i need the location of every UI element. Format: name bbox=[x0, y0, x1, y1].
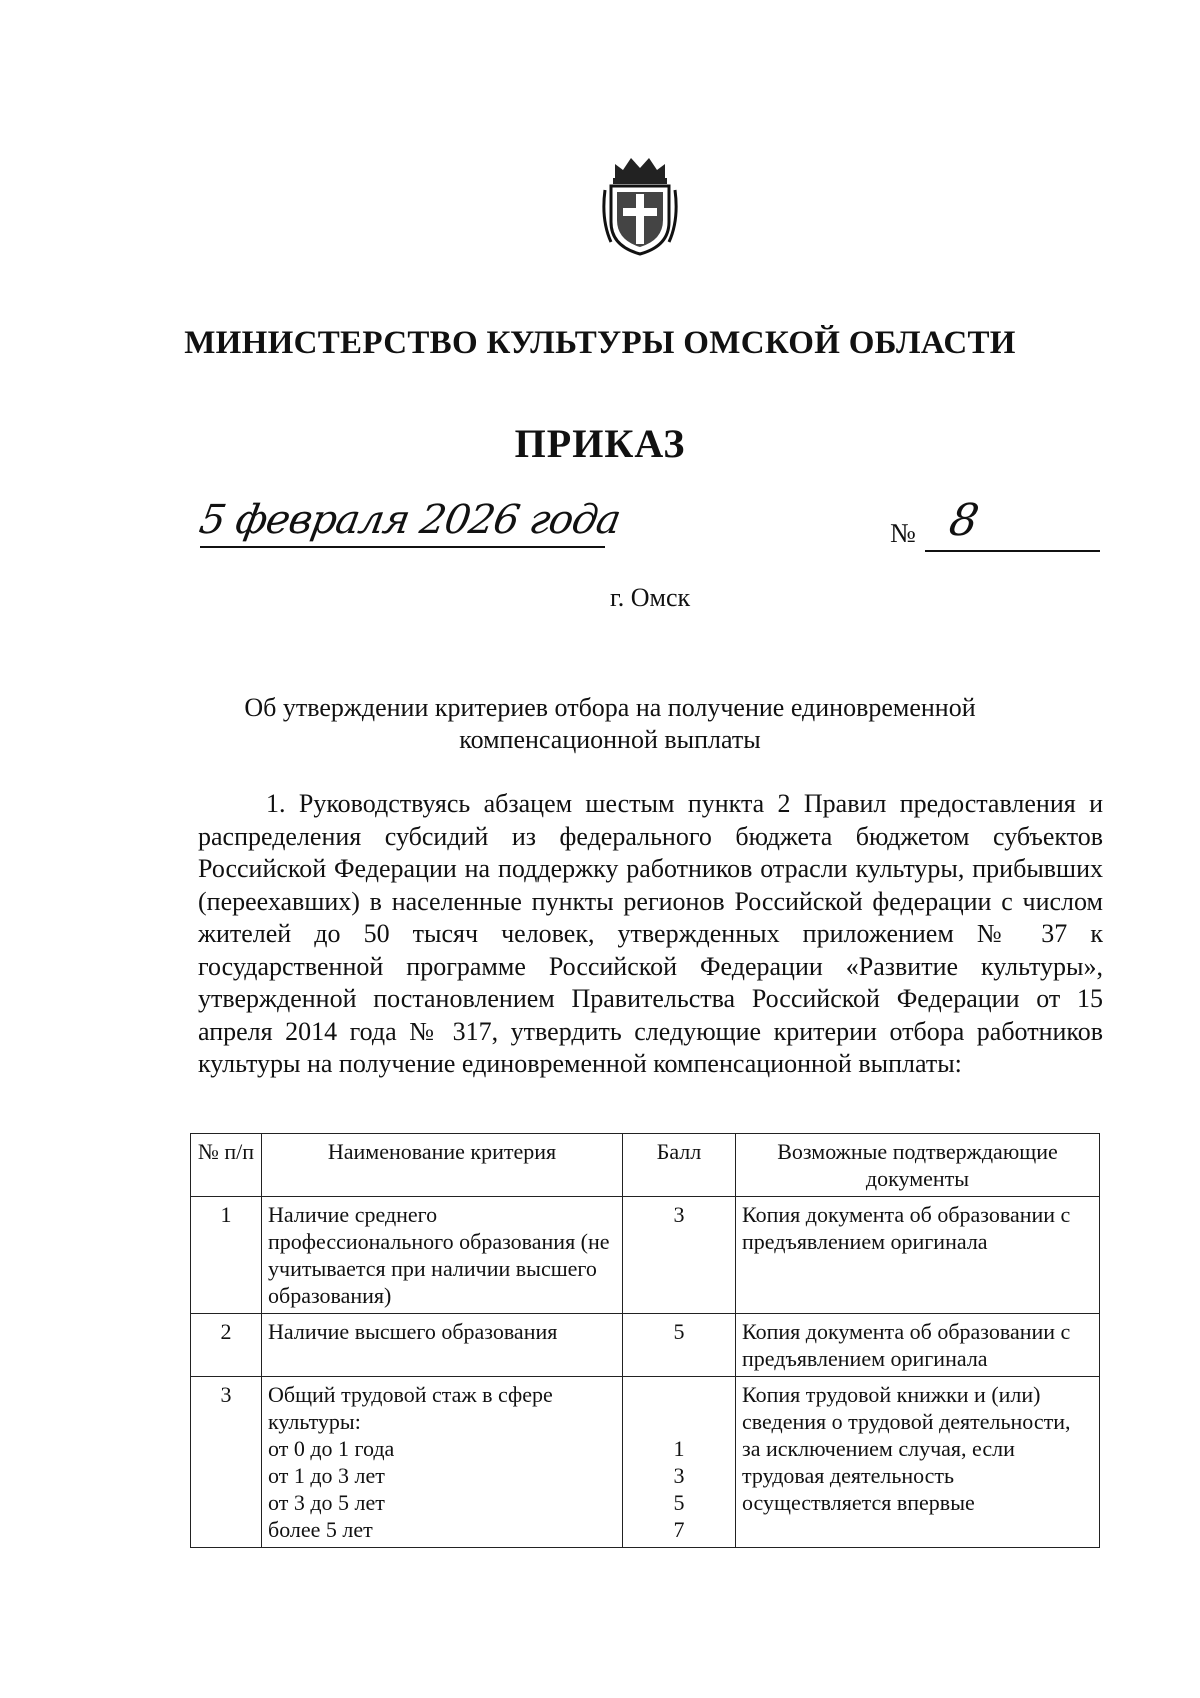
row-name: Наличие среднего профессионального образования (не учитывается при наличии высшего образования) bbox=[262, 1197, 623, 1314]
handwritten-number: 8 bbox=[945, 495, 983, 546]
row-name bbox=[262, 1377, 623, 1548]
table-header-row bbox=[191, 1134, 1100, 1197]
city: г. Омск bbox=[610, 583, 691, 612]
handwritten-date: 5 февраля 2026 года bbox=[195, 497, 624, 543]
header-docs: Возможные подтверждающие документы bbox=[736, 1134, 1100, 1197]
header-name: Наименование критерия bbox=[262, 1134, 623, 1197]
experience-range: от 0 до 1 года bbox=[268, 1436, 395, 1461]
experience-score: 7 bbox=[673, 1517, 685, 1542]
experience-score: 1 bbox=[673, 1436, 685, 1461]
row-docs: Копия документа об образовании с предъявлением оригинала bbox=[736, 1197, 1100, 1314]
row-docs: Копия трудовой книжки и (или) сведения о трудовой деятельности, за исключением случая, если трудовая деятельность осуществляется впервые bbox=[736, 1377, 1100, 1548]
date-underline bbox=[200, 546, 605, 548]
header-score: Балл bbox=[623, 1134, 736, 1197]
experience-score: 5 bbox=[673, 1490, 685, 1515]
order-title: ПРИКАЗ bbox=[514, 421, 686, 466]
row-num: 2 bbox=[191, 1314, 262, 1377]
row-name-main: Общий трудовой стаж в сфере культуры: bbox=[268, 1382, 553, 1434]
row-score: 5 bbox=[623, 1314, 736, 1377]
row-score: 3 bbox=[623, 1197, 736, 1314]
row-num: 3 bbox=[191, 1377, 262, 1548]
experience-range: от 3 до 5 лет bbox=[268, 1490, 385, 1515]
table-row bbox=[191, 1314, 1100, 1377]
order-subject bbox=[180, 692, 1040, 756]
number-underline bbox=[925, 550, 1100, 552]
header-num: № п/п bbox=[191, 1134, 262, 1197]
ministry-name: МИНИСТЕРСТВО КУЛЬТУРЫ ОМСКОЙ ОБЛАСТИ bbox=[184, 325, 1016, 361]
experience-score: 3 bbox=[673, 1463, 685, 1488]
table-row bbox=[191, 1197, 1100, 1314]
number-label: № bbox=[890, 518, 916, 548]
subject-line-1: Об утверждении критериев отбора на получение единовременной bbox=[244, 693, 976, 722]
subject-line-2: компенсационной выплаты bbox=[459, 725, 761, 754]
row-name: Наличие высшего образования bbox=[262, 1314, 623, 1377]
row-score bbox=[623, 1377, 736, 1548]
table-row bbox=[191, 1377, 1100, 1548]
row-docs: Копия документа об образовании с предъявлением оригинала bbox=[736, 1314, 1100, 1377]
omsk-coat-of-arms-icon bbox=[601, 150, 679, 258]
body-paragraph-1: 1. Руководствуясь абзацем шестым пункта 2 Правил предоставления и распределения субсидий из федерального бюджета бюджетом субъектов Российской Федерации на поддержку работников отрасли культуры, прибывших (переехавших) в населенные пункты регионов Российской федерации с числом жителей до 50 тысяч человек, утвержденных приложением № 37 к государственной программе Российской Федерации «Развитие культуры», утвержденной постановлением Правительства Российской Федерации от 15 апреля 2014 года № 317, утвердить следующие критерии отбора работников культуры на получение единовременной компенсационной выплаты: bbox=[198, 789, 1103, 1078]
experience-range: более 5 лет bbox=[268, 1517, 373, 1542]
experience-range: от 1 до 3 лет bbox=[268, 1463, 385, 1488]
row-num: 1 bbox=[191, 1197, 262, 1314]
criteria-table bbox=[190, 1133, 1100, 1548]
